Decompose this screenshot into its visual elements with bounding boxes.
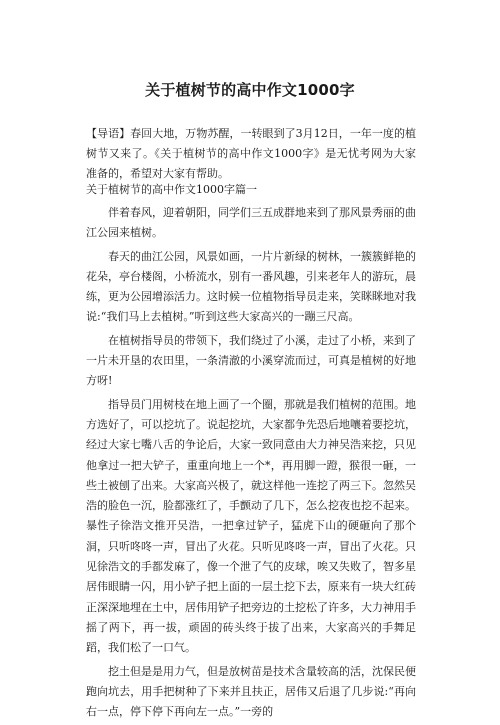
body-paragraph: 指导员门用树枝在地上画了一个圈，那就是我们植树的范围。地方选好了，可以挖坑了。说起挖坑，大家都争先恐后地嚷着要挖坑，经过大家七嘴八舌的争论后，大家一致同意由大力神吴浩来挖，只见他拿过一把大铲子，重重向地上一个*，再用脚一蹬，猴很一砸，一些土被刨了出来。大家高兴极了，就这样他一连挖了两三下。忽然吴浩的脸色一沉，脸都涨红了，手颤动了几下，怎么挖夜也挖不起来。暴性子徐浩文推开吴浩，一把拿过铲子，猛虎下山的硬砸向了那个洞，只听咚咚一声，冒出了火花。只听见咚咚一声，冒出了火花。只见徐浩文的手都发麻了，像一个泄了气的皮球，唉又失败了，智多星居伟眼睛一闪，用小铲子把上面的一层土挖下去，原来有一块大红砖正深深地埋在土中，居伟用铲子把旁边的土挖松了许多，大力神用手摇了两下，再一拔，顽固的砖头终于拔了出来，大家高兴的手舞足蹈，我们松了一口气。 [86,397,416,655]
body-paragraph: 伴着春风，迎着朝阳，同学们三五成群地来到了那风景秀丽的曲江公园来植树。 [86,206,416,240]
section-heading: 关于植树节的高中作文1000字篇一 [86,183,257,196]
article-body [86,203,416,725]
body-paragraph: 在植树指导员的带领下，我们绕过了小溪，走过了小桥，来到了一片未开垦的农田里，一条清澈的小溪穿流而过，可真是植树的好地方呀! [86,333,416,388]
page-title: 关于植树节的高中作文1000字 [145,81,355,99]
intro-paragraph: 【导语】春回大地，万物苏醒，一转眼到了3月12日，一年一度的植树节又来了。《关于植树节的高中作文1000字》是无忧考网为大家准备的，希望对大家有帮助。 [86,127,416,180]
body-paragraph: 挖土但是是用力气，但是放树苗是技术含量较高的活，沈保民便跑向坑去，用手把树种了下来并且扶正，居伟又后退了几步说:“再向右一点，停下停下再向左一点。”一旁的 [86,664,416,719]
body-paragraph: 春天的曲江公园，风景如画，一片片新绿的树林，一簇簇鲜艳的花朵，亭台楼阁，小桥流水，别有一番风趣，引来老年人的游玩，晨练，更为公园增添活力。这时候一位植物指导员走来，笑眯眯地对我说:“我们马上去植树。”听到这些大家高兴的一蹦三尺高。 [86,249,416,324]
